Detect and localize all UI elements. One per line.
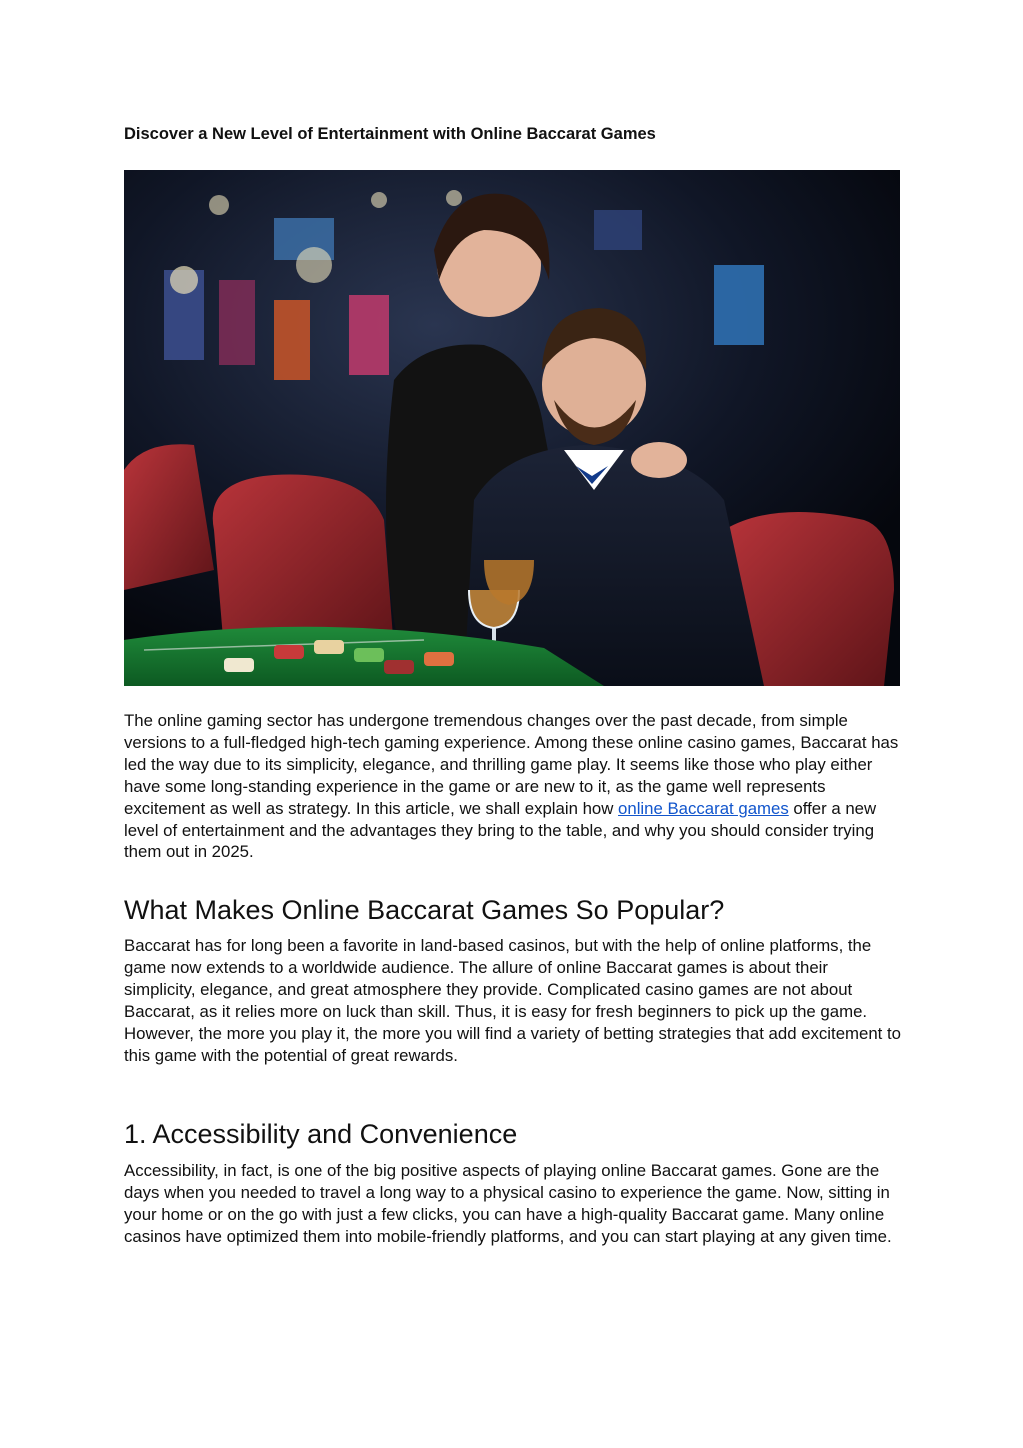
section-body-popular: Baccarat has for long been a favorite in land-based casinos, but with the help of online platforms, the game now extends to a worldwide audience. The allure of online Baccarat games is about their simplicity, elegance, and great atmosphere they provide. Complicated casino games are not about Baccarat, as it relies more on luck than skill. Thus, it is easy for fresh beginners to pick up the game. However, the more you play it, the more you will find a variety of betting strategies that add excitement to this game with the potential of great rewards.: [124, 936, 901, 1065]
section-heading-accessibility: 1. Accessibility and Convenience: [124, 1119, 518, 1149]
intro-text-after-link: offer a new level of entertainment and the advantages they bring to the table, and why you should consider trying them out in 2025.: [124, 798, 877, 862]
section-body-accessibility: Accessibility, in fact, is one of the big positive aspects of playing online Baccarat games. Gone are the days when you needed to travel a long way to a physical casino to experience the game. Now, sitting in your home or on the go with just a few clicks, you can have a high-quality Baccarat game. Many online casinos have optimized them into mobile-friendly platforms, and you can start playing at any given time.: [124, 1161, 892, 1246]
section-heading-popular: What Makes Online Baccarat Games So Popular?: [124, 895, 725, 925]
intro-text-before-link: The online gaming sector has undergone tremendous changes over the past decade, from simple versions to a full-fledged high-tech gaming experience. Among these online casino games, Baccarat has led the way due to its simplicity, elegance, and thrilling game play. It seems like those who play either have some long-standing experience in the game or are new to it, as the game well represents excitement as well as strategy. In this article, we shall explain how: [124, 711, 899, 818]
intro-paragraph: [124, 710, 904, 863]
online-baccarat-games-link[interactable]: online Baccarat games: [618, 798, 789, 818]
article-title: Discover a New Level of Entertainment with Online Baccarat Games: [124, 125, 656, 143]
hero-image: [124, 170, 900, 686]
